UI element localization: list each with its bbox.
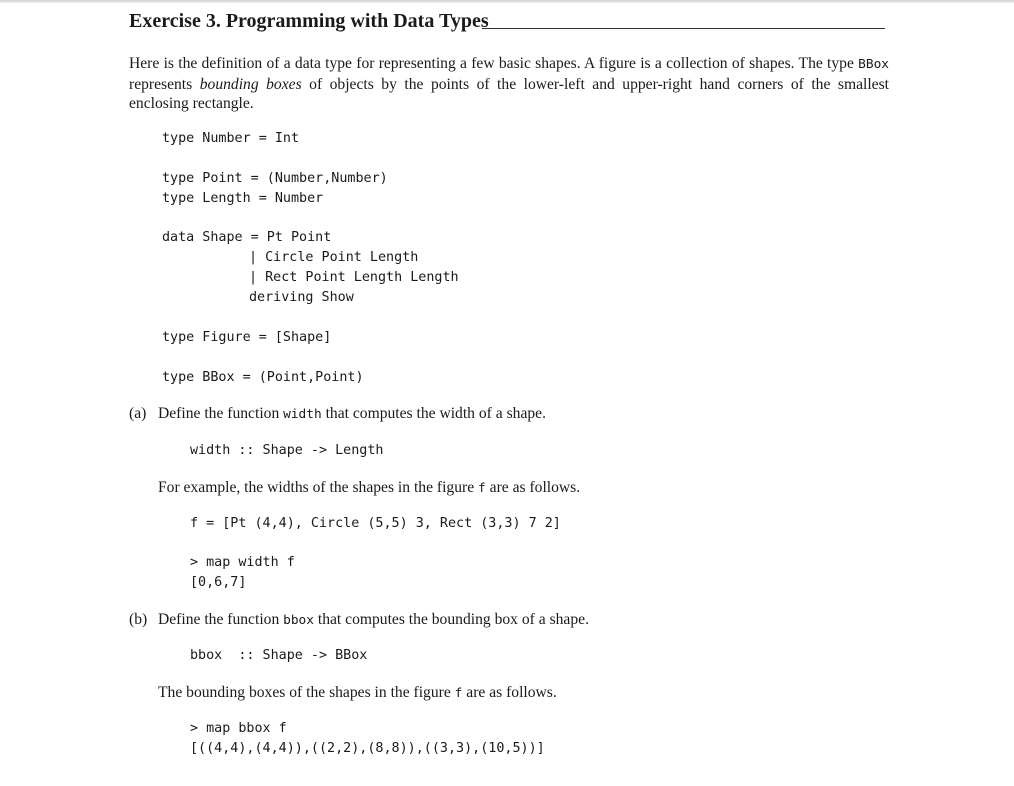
part-b-text-2: that computes the bounding box of a shape.: [313, 611, 589, 628]
part-a-label: (a): [129, 405, 147, 422]
intro-text-1: Here is the definition of a data type for representing a few basic shapes. A figure is a collection of shapes. The type: [129, 55, 859, 72]
part-b-repl-output: [((4,4),(4,4)),((2,2),(8,8)),((3,3),(10,5))]: [190, 741, 545, 756]
part-a-figure-definition: f = [Pt (4,4), Circle (5,5) 3, Rect (3,3) 7 2]: [190, 516, 561, 531]
part-b-example-text: [158, 684, 557, 702]
code-line-shape-3: | Rect Point Length Length: [249, 270, 459, 285]
code-line-shape-1: data Shape = Pt Point: [162, 230, 332, 245]
part-a-example-1: For example, the widths of the shapes in the figure: [158, 479, 479, 496]
intro-text-2: represents: [129, 75, 200, 93]
code-line-bbox: type BBox = (Point,Point): [162, 370, 364, 385]
code-line-point: type Point = (Number,Number): [162, 171, 388, 186]
exercise-title: Exercise 3. Programming with Data Types: [129, 10, 489, 32]
part-b-example-1: The bounding boxes of the shapes in the figure: [158, 684, 455, 701]
part-b-example-2: are as follows.: [462, 684, 557, 701]
intro-emphasis: bounding boxes: [199, 75, 302, 93]
intro-code-bbox: BBox: [858, 57, 889, 72]
title-rule: [482, 28, 885, 29]
intro-paragraph: [129, 54, 889, 114]
code-line-length: type Length = Number: [162, 191, 324, 206]
part-b-text-1: Define the function: [158, 611, 284, 628]
code-line-shape-2: | Circle Point Length: [249, 250, 419, 265]
part-b-signature: bbox :: Shape -> BBox: [190, 648, 368, 663]
part-a-example-text: [158, 479, 580, 497]
part-b-code-bbox: bbox: [283, 613, 314, 628]
intro-text-3: of objects by the points of the lower-left and upper-right hand corners of the smallest enclosing rectangle.: [129, 75, 889, 112]
part-b-example-code: f: [454, 686, 463, 701]
part-a-text-1: Define the function: [158, 405, 284, 422]
part-a-repl-command: > map width f: [190, 555, 295, 570]
code-line-figure: type Figure = [Shape]: [162, 330, 332, 345]
top-border: [0, 0, 1014, 3]
code-line-shape-4: deriving Show: [249, 290, 354, 305]
part-b-repl-command: > map bbox f: [190, 721, 287, 736]
part-a-text-2: that computes the width of a shape.: [321, 405, 546, 422]
part-a-example-2: are as follows.: [485, 479, 581, 496]
part-b-text: [158, 611, 589, 629]
part-a-example-code: f: [478, 481, 486, 496]
part-a-repl-output: [0,6,7]: [190, 575, 247, 590]
part-a-code-width: width: [283, 407, 322, 422]
part-a-signature: width :: Shape -> Length: [190, 443, 384, 458]
part-a-text: [158, 405, 546, 423]
code-line-number: type Number = Int: [162, 131, 300, 146]
part-b-label: (b): [129, 611, 148, 628]
